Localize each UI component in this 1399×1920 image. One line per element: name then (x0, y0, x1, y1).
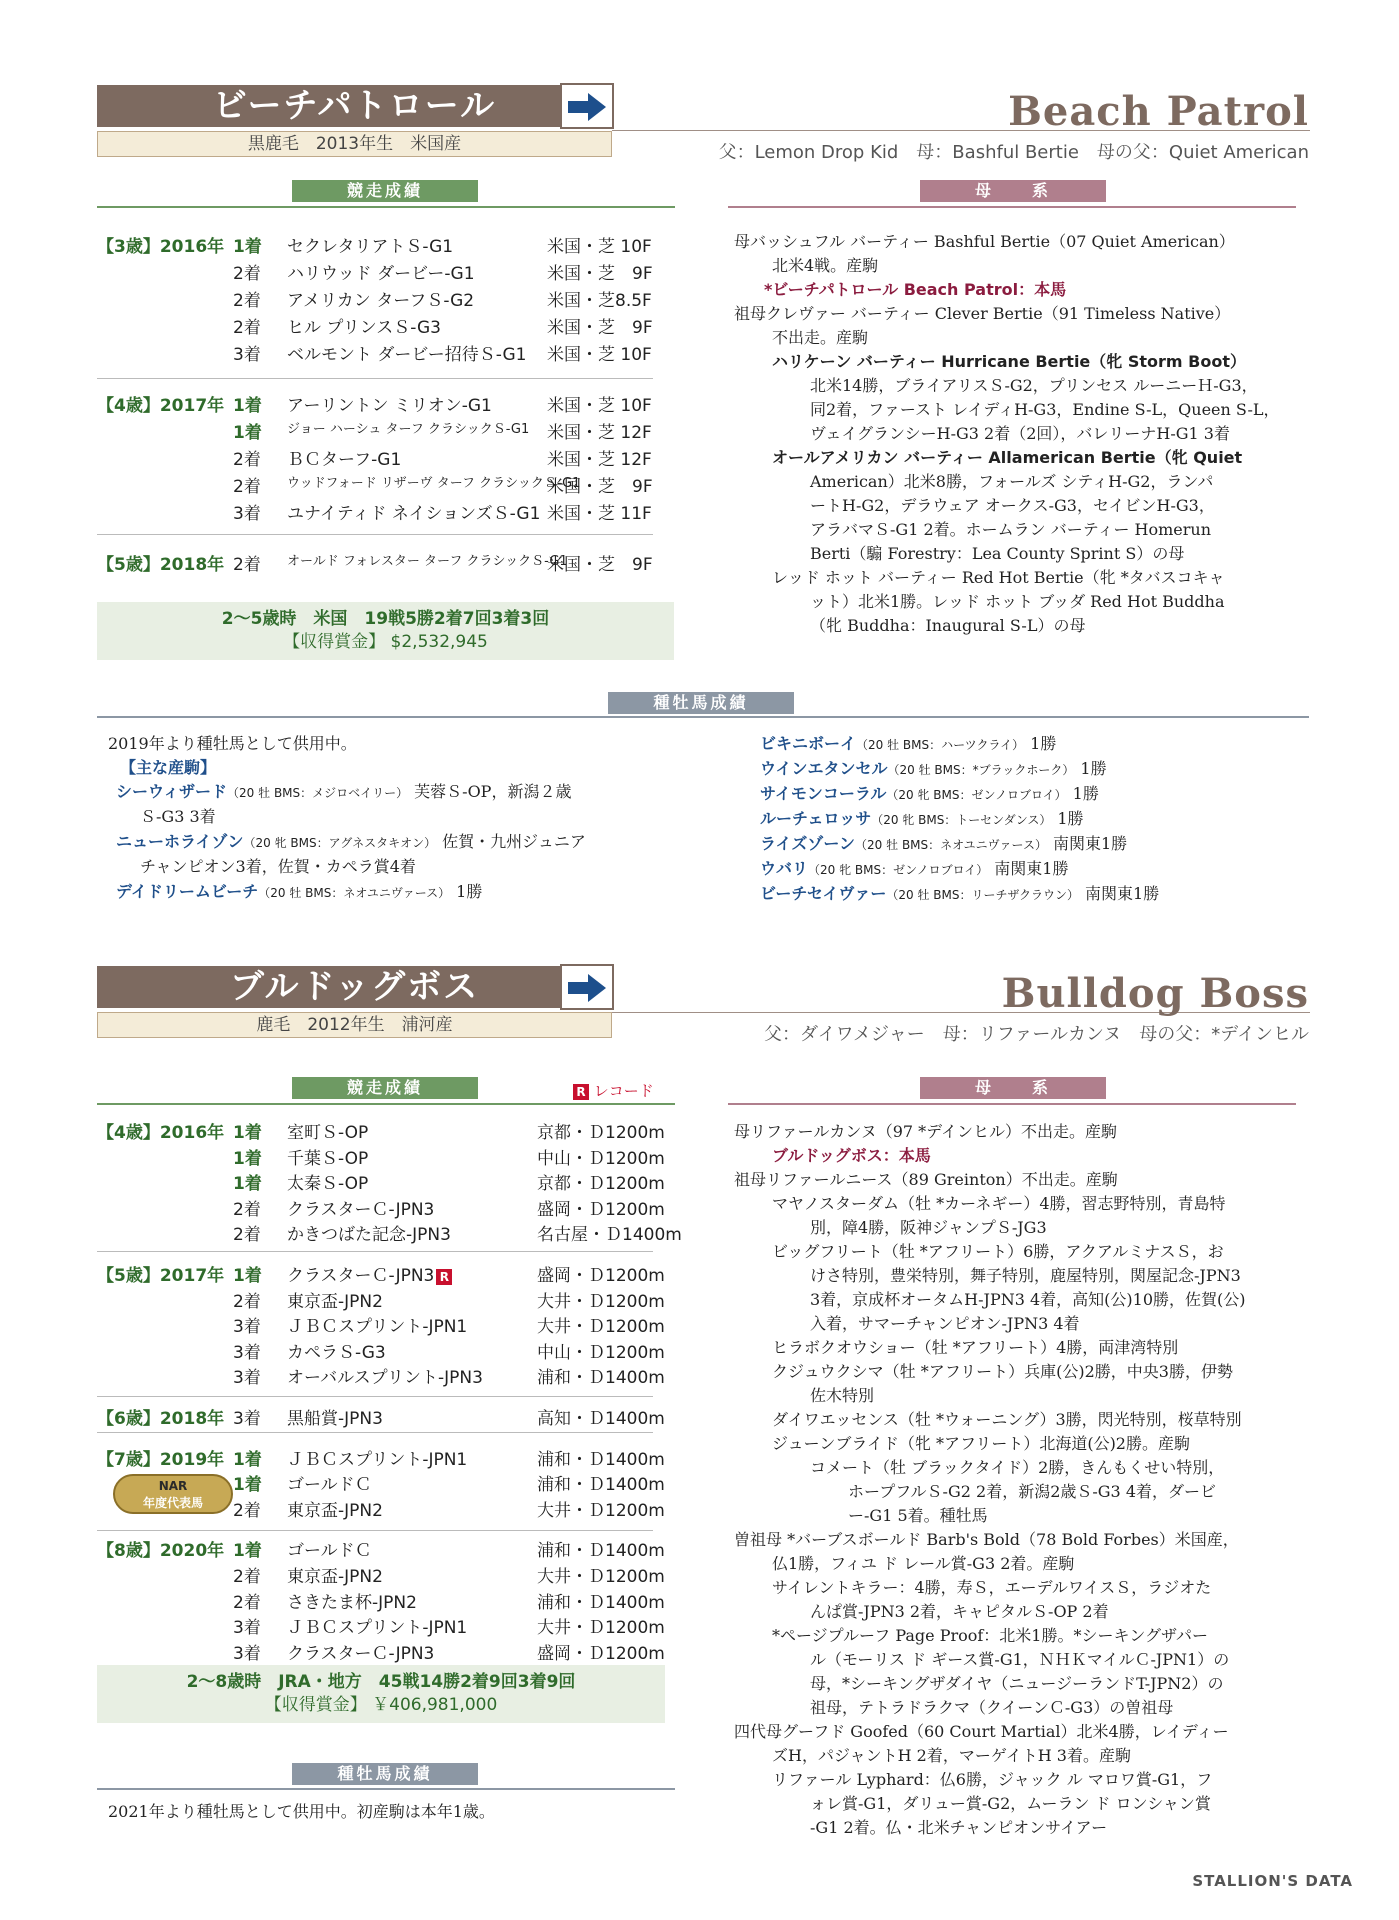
record-badge-icon: R (436, 1269, 452, 1285)
record-race: ユナイティド ネイションズＳ-G1 (287, 504, 541, 524)
horse2-summary (97, 1665, 665, 1723)
family-line: コメート（牡 ブラックタイド）2勝，きんもくせい特別， (810, 1458, 1225, 1477)
family-line: ズH，パジャントH 2着，マーゲイトH 3着。産駒 (772, 1746, 1131, 1765)
race-record-row (97, 1312, 665, 1338)
family-line: んぱ賞-JPN3 2着，キャピタルＳ-OP 2着 (810, 1602, 1109, 1621)
record-race: オーバルスプリント-JPN3 (287, 1368, 483, 1389)
family-line: American）北米8勝，フォールズ シティH-G2，ランパ (810, 472, 1214, 491)
race-record-row (97, 1338, 665, 1364)
race-record-row (97, 1445, 665, 1471)
divider (97, 1396, 653, 1397)
race-record-row (97, 472, 657, 499)
family-line: オールアメリカン バーティー Allamerican Bertie（牝 Quiet (772, 448, 1243, 467)
progeny-name: ビキニボーイ (760, 734, 857, 753)
family-line: ット）北米1勝。レッド ホット ブッダ Red Hot Buddha (810, 592, 1225, 611)
record-venue: 盛岡・Ｄ1200m (537, 1199, 665, 1220)
horse1-subtitle: 黒鹿毛 2013年生 米国産 (97, 131, 612, 157)
record-venue: 米国・芝 12F (547, 450, 652, 470)
record-position: 1着 (233, 1449, 262, 1470)
record-venue: 中山・Ｄ1200m (537, 1148, 665, 1169)
record-race: 太秦Ｓ-OP (287, 1174, 369, 1195)
family-line: サイレントキラー：4勝，寿Ｓ，エーデルワイスＳ，ラジオた (772, 1578, 1212, 1597)
record-race: ＪＢＣスプリント-JPN1 (287, 1317, 468, 1338)
race-record-row (97, 1144, 665, 1170)
family-line: 同2着，ファースト レイディH-G3，Endine S-L，Queen S-L， (810, 400, 1280, 419)
family-line: 入着，サマーチャンピオン-JPN3 4着 (810, 1314, 1080, 1333)
record-race: ベルモント ダービー招待Ｓ-G1 (287, 345, 527, 365)
record-position: 2着 (233, 1592, 261, 1613)
progeny-result: 南関東1勝 (1052, 834, 1128, 853)
horse1-family-header: 母 系 (920, 180, 1106, 202)
record-race: 黒船賞-JPN3 (287, 1409, 383, 1429)
family-line: *ページプルーフ Page Proof：北米1勝。*シーキングザパー (772, 1626, 1209, 1645)
family-line: けさ特別，豊栄特別，舞子特別，鹿屋特別，関屋記念-JPN3 (810, 1266, 1241, 1285)
horse2-name-en: Bulldog Boss (1001, 970, 1309, 1017)
race-record-row (97, 1118, 665, 1144)
progeny-name: ウインエタンセル (760, 759, 888, 778)
stud-rule (97, 1788, 675, 1790)
progeny-item (752, 857, 1312, 882)
progeny-result: 1勝 (1030, 734, 1057, 753)
race-record-row (97, 1261, 665, 1287)
record-venue: 浦和・Ｄ1400m (537, 1541, 665, 1562)
family-line: ヴェイグランシーH-G3 2着（2回），バレリーナH-G1 3着 (810, 424, 1230, 443)
progeny-item (108, 830, 678, 855)
race-record-row (97, 418, 657, 445)
record-position: 2着 (233, 555, 261, 575)
nar-award-badge: NAR 年度代表馬 (113, 1474, 233, 1514)
family-line: （牝 Buddha：Inaugural S-L）の母 (810, 616, 1086, 635)
progeny-result: 芙蓉Ｓ-OP，新潟２歳 (414, 782, 572, 801)
race-record-row (97, 1363, 665, 1389)
summary-earnings: 【収得賞金】 ￥406,981,000 (264, 1695, 498, 1715)
horse1-stud-header: 種牡馬成績 (608, 692, 794, 714)
horse2-record-header: 競走成績 (292, 1077, 478, 1099)
progeny-result: チャンピオン3着，佐賀・カペラ賞4着 (140, 857, 416, 876)
horse1-progeny-left (108, 732, 678, 905)
horse2-name-jp: ブルドッグボス (97, 966, 612, 1008)
race-record-row (97, 1588, 665, 1614)
record-venue: 米国・芝 9F (547, 264, 653, 284)
race-record-row (97, 1220, 682, 1246)
record-position: 1着 (233, 1174, 262, 1195)
progeny-note: （20 牡 BMS：ネオユニヴァース） (258, 886, 451, 900)
horse1-record-header: 競走成績 (292, 180, 478, 202)
race-record-row (97, 1195, 665, 1221)
family-line: マヤノスターダム（牡 *カーネギー）4勝，習志野特別，青島特 (772, 1194, 1226, 1213)
progeny-note: （20 牡 BMS：ハーツクライ） (856, 738, 1025, 752)
record-position: 2着 (233, 1500, 261, 1521)
horse2-stud-intro: 2021年より種牡馬として供用中。初産駒は本年1歳。 (108, 1802, 495, 1821)
race-record-row (97, 445, 657, 472)
family-line: ホープフルＳ-G2 2着，新潟2歳Ｓ-G3 4着，ダービ (848, 1482, 1217, 1501)
record-race: ＪＢＣスプリント-JPN1 (287, 1618, 468, 1639)
family-line: 祖母，テトラドラクマ（クイーンＣ-G3）の曽祖母 (810, 1698, 1174, 1717)
race-record-row (97, 1536, 665, 1562)
progeny-name: ルーチェロッサ (760, 809, 872, 828)
race-record-row (97, 499, 657, 526)
record-position: 3着 (233, 1409, 261, 1429)
family-line: 別，障4勝，阪神ジャンプＳ-JG3 (810, 1218, 1047, 1237)
record-venue: 京都・Ｄ1200m (537, 1174, 665, 1195)
family-line: 北米14勝，ブライアリスＳ-G2，プリンセス ルーニーＨ-G3， (810, 376, 1258, 395)
progeny-note: （20 牝 BMS：アグネスタキオン） (243, 836, 437, 850)
family-line: ダイワエッセンス（牡 *ウォーニング）3勝，閃光特別，桜草特別 (772, 1410, 1242, 1429)
record-race: 室町Ｓ-OP (287, 1123, 369, 1143)
family-line: 仏1勝，フィユ ド レール賞-G3 2着。産駒 (772, 1554, 1075, 1573)
family-line: レッド ホット バーティー Red Hot Bertie（牝 *タバスコキャ (772, 568, 1225, 587)
record-venue: 米国・芝 10F (547, 345, 652, 365)
summary-races: 2～8歳時 JRA・地方 45戦14勝2着9回3着9回 (186, 1672, 576, 1692)
family-line: ル（モーリス ド ギース賞-G1，ＮＨＫマイルＣ-JPN1）の (810, 1650, 1230, 1669)
record-venue: 米国・芝 10F (547, 396, 652, 416)
race-record-row (97, 1639, 665, 1665)
record-venue: 中山・Ｄ1200m (537, 1342, 665, 1363)
record-race: ハリウッド ダービー-G1 (287, 264, 475, 284)
progeny-note: （20 牡 BMS：リーチザクラウン） (886, 888, 1080, 902)
record-venue: 大井・Ｄ1200m (537, 1291, 665, 1312)
family-line: ハリケーン バーティー Hurricane Bertie（牝 Storm Boot） (772, 352, 1246, 371)
progeny-note: （20 牝 BMS：ゼンノロブロイ） (808, 863, 989, 877)
race-record-row (97, 1404, 665, 1430)
record-venue: 米国・芝8.5F (547, 291, 652, 311)
progeny-item (752, 832, 1312, 857)
record-badge-icon: R (573, 1084, 589, 1100)
record-year: 【5歳】2018年 (97, 555, 225, 575)
record-position: 1着 (233, 396, 262, 416)
divider (97, 1530, 653, 1531)
family-line: 母，*シーキングザダイヤ（ニュージーランドT-JPN2）の (810, 1674, 1224, 1693)
race-record-row (97, 286, 657, 313)
family-line: 四代母グーフド Goofed（60 Court Martial）北米4勝，レイディー (734, 1722, 1229, 1741)
progeny-note: （20 牝 BMS：ゼンノロブロイ） (886, 788, 1067, 802)
horse1-pedigree: 父：Lemon Drop Kid 母：Bashful Bertie 母の父：Quiet American (718, 142, 1309, 163)
record-position: 2着 (233, 318, 261, 338)
stud-main-label: 【主な産駒】 (120, 758, 217, 777)
record-race: セクレタリアトＳ-G1 (287, 237, 454, 257)
record-position: 3着 (233, 1342, 261, 1363)
family-rule (728, 206, 1296, 208)
race-record-row (97, 1562, 665, 1588)
family-line: 母バッシュフル バーティー Bashful Bertie（07 Quiet American） (734, 232, 1235, 251)
record-position: 2着 (233, 1225, 261, 1246)
record-race: ゴールドＣ (287, 1475, 372, 1496)
progeny-item (108, 855, 678, 880)
record-venue: 浦和・Ｄ1400m (537, 1475, 665, 1496)
record-position: 1着 (233, 1541, 262, 1562)
record-position: 1着 (233, 237, 262, 257)
record-position: 1着 (233, 1148, 262, 1169)
record-position: 2着 (233, 1291, 261, 1312)
record-year: 【4歳】2016年 (97, 1123, 225, 1143)
record-venue: 京都・Ｄ1200m (537, 1123, 665, 1143)
record-race: ＢＣターフ-G1 (287, 450, 402, 470)
horse2-pedigree: 父：ダイワメジャー 母：リファールカンヌ 母の父：*デインヒル (763, 1024, 1309, 1045)
family-line: 不出走。産駒 (772, 328, 869, 347)
progeny-item (108, 880, 678, 905)
record-race: クラスターＣ-JPN3 R (287, 1261, 452, 1286)
horse1-name-en: Beach Patrol (1008, 88, 1309, 135)
horse1-summary (97, 602, 674, 660)
horse2-family-header: 母 系 (920, 1077, 1106, 1099)
record-venue: 米国・芝 9F (547, 555, 653, 575)
record-year: 【3歳】2016年 (97, 237, 225, 257)
record-race: さきたま杯-JPN2 (287, 1592, 417, 1613)
family-line: ートH-G2，デラウェア オークス-G3，セイビンH-G3， (810, 496, 1215, 515)
race-record-row (97, 232, 657, 259)
record-position: 2着 (233, 477, 261, 497)
progeny-name: ウバリ (760, 859, 809, 878)
progeny-item (752, 757, 1312, 782)
race-record-row (97, 1613, 665, 1639)
family-line: ー-G1 5着。種牡馬 (848, 1506, 988, 1525)
race-record-row (97, 1287, 665, 1313)
record-venue: 浦和・Ｄ1400m (537, 1592, 665, 1613)
family-line: アラバマＳ-G1 2着。ホームラン バーティー Homerun (810, 520, 1212, 539)
record-venue: 大井・Ｄ1200m (537, 1317, 665, 1338)
record-race: かきつばた記念-JPN3 (287, 1225, 451, 1246)
horse1-name-jp: ビーチパトロール (97, 85, 612, 127)
record-position: 1着 (233, 423, 262, 443)
record-venue: 浦和・Ｄ1400m (537, 1368, 665, 1389)
family-line: 佐木特別 (810, 1386, 875, 1405)
family-line: ビッグフリート（牡 *アフリート）6勝，アクアルミナスＳ，お (772, 1242, 1224, 1261)
record-position: 3着 (233, 504, 261, 524)
progeny-name: サイモンコーラル (760, 784, 887, 803)
record-position: 1着 (233, 1266, 262, 1286)
race-record-row (97, 1169, 665, 1195)
record-position: 3着 (233, 1643, 261, 1664)
record-race: ウッドフォード リザーヴ ターフ クラシックＳ-G1 (287, 476, 581, 491)
progeny-note: （20 牡 BMS：メジロベイリー） (227, 786, 409, 800)
record-position: 2着 (233, 450, 261, 470)
divider (97, 1432, 653, 1433)
record-year: 【6歳】2018年 (97, 1409, 225, 1429)
record-position: 2着 (233, 1567, 261, 1587)
record-race: クラスターＣ-JPN3 (287, 1199, 435, 1220)
progeny-item (108, 805, 678, 830)
family-line: ヒラボクオウショー（牡 *アフリート）4勝，両津湾特別 (772, 1338, 1179, 1357)
record-legend (573, 1080, 654, 1101)
progeny-note: （20 牡 BMS：ネオユニヴァース） (855, 838, 1047, 852)
record-race: ゴールドＣ (287, 1541, 372, 1562)
record-position: 1着 (233, 1475, 262, 1496)
record-venue: 盛岡・Ｄ1200m (537, 1266, 665, 1286)
horse2-stud-header: 種牡馬成績 (292, 1763, 478, 1785)
record-venue: 大井・Ｄ1200m (537, 1567, 665, 1587)
horse2-family (734, 1120, 1294, 1840)
progeny-result: 南関東1勝 (1085, 884, 1160, 903)
record-year: 【7歳】2019年 (97, 1449, 225, 1470)
record-venue: 米国・芝 12F (547, 423, 652, 443)
record-race: ＪＢＣスプリント-JPN1 (287, 1449, 468, 1470)
record-venue: 米国・芝 9F (547, 318, 653, 338)
progeny-result: 佐賀・九州ジュニア (442, 832, 586, 851)
divider (97, 378, 653, 379)
progeny-note: （20 牝 BMS：トーセンダンス） (871, 813, 1052, 827)
progeny-name: シーウィザード (116, 782, 228, 801)
progeny-result: Ｓ-G3 3着 (140, 807, 216, 826)
record-position: 3着 (233, 345, 261, 365)
race-record-row (97, 550, 657, 577)
family-line: ジューンブライド（牝 *アフリート）北海道(公)2勝。産駒 (772, 1434, 1190, 1453)
family-line: 祖母リファールニース（89 Greinton）不出走。産駒 (734, 1170, 1118, 1189)
progeny-item (752, 882, 1312, 907)
arrow-right-icon (560, 83, 614, 129)
family-line: 北米4戦。産駒 (772, 256, 879, 275)
family-line: 祖母クレヴァー バーティー Clever Bertie（91 Timeless Native） (734, 304, 1231, 323)
record-race: 東京盃-JPN2 (287, 1567, 383, 1587)
record-venue: 米国・芝 11F (547, 504, 652, 524)
horse1-family (734, 230, 1294, 638)
record-position: 2着 (233, 1199, 261, 1220)
record-position: 1着 (233, 1123, 262, 1143)
family-line: クジュウクシマ（牡 *アフリート）兵庫(公)2勝，中央3勝，伊勢 (772, 1362, 1233, 1381)
race-record-row (97, 391, 657, 418)
record-venue: 大井・Ｄ1200m (537, 1500, 665, 1521)
race-record-row (97, 313, 657, 340)
family-line-self: ブルドッグボス：本馬 (772, 1146, 931, 1165)
horse2-subtitle: 鹿毛 2012年生 浦河産 (97, 1012, 612, 1038)
record-year: 【4歳】2017年 (97, 396, 225, 416)
family-line: リファール Lyphard：仏6勝，ジャック ル マロワ賞-G1，フ (772, 1770, 1213, 1789)
record-position: 2着 (233, 291, 261, 311)
progeny-name: ニューホライゾン (116, 832, 244, 851)
record-position: 2着 (233, 264, 261, 284)
family-line-self: *ビーチパトロール Beach Patrol：本馬 (764, 280, 1067, 299)
stud-rule (97, 716, 1309, 718)
summary-earnings: 【収得賞金】 $2,532,945 (283, 632, 488, 652)
race-record-row (97, 259, 657, 286)
family-line: 3着，京成杯オータムH-JPN3 4着，高知(公)10勝，佐賀(公) (810, 1290, 1246, 1309)
record-rule (97, 1103, 675, 1105)
progeny-result: 1勝 (456, 882, 483, 901)
progeny-item (752, 732, 1312, 757)
record-venue: 盛岡・Ｄ1200m (537, 1643, 665, 1664)
record-race: ジョー ハーシュ ターフ クラシックＳ-G1 (287, 422, 530, 437)
footer-label: STALLION'S DATA (1192, 1872, 1353, 1890)
record-race: 東京盃-JPN2 (287, 1500, 383, 1521)
record-position: 3着 (233, 1618, 261, 1639)
progeny-name: デイドリームビーチ (116, 882, 259, 901)
record-race: 千葉Ｓ-OP (287, 1148, 369, 1169)
record-race: ヒル プリンスＳ-G3 (287, 318, 441, 338)
record-venue: 大井・Ｄ1200m (537, 1618, 665, 1639)
record-race: 東京盃-JPN2 (287, 1291, 383, 1312)
progeny-result: 南関東1勝 (994, 859, 1069, 878)
record-year: 【8歳】2020年 (97, 1541, 225, 1562)
record-venue: 名古屋・Ｄ1400m (537, 1225, 682, 1246)
progeny-note: （20 牡 BMS：*ブラックホーク） (887, 763, 1075, 777)
progeny-result: 1勝 (1057, 809, 1084, 828)
record-rule (97, 206, 675, 208)
family-line: Berti（騸 Forestry：Lea County Sprint S）の母 (810, 544, 1185, 563)
family-line: 曽祖母 *バーブスボールド Barb's Bold（78 Bold Forbes）米国産， (734, 1530, 1239, 1549)
arrow-right-icon (560, 964, 614, 1010)
summary-races: 2～5歳時 米国 19戦5勝2着7回3着3回 (221, 609, 550, 629)
record-venue: 高知・Ｄ1400m (537, 1409, 665, 1429)
family-rule (728, 1103, 1296, 1105)
record-position: 3着 (233, 1317, 261, 1338)
record-position: 3着 (233, 1368, 261, 1389)
record-race: アメリカン ターフＳ-G2 (287, 291, 475, 311)
record-venue: 米国・芝 9F (547, 477, 653, 497)
record-venue: 米国・芝 10F (547, 237, 652, 257)
record-race: クラスターＣ-JPN3 (287, 1643, 435, 1664)
stud-intro: 2019年より種牡馬として供用中。 (108, 734, 357, 753)
progeny-item (108, 780, 678, 805)
record-race: オールド フォレスター ターフ クラシックＳ-G1 (287, 554, 568, 569)
progeny-result: 1勝 (1080, 759, 1107, 778)
record-legend-label: レコード (593, 1082, 654, 1100)
progeny-result: 1勝 (1072, 784, 1099, 803)
family-line: 母リファールカンヌ（97 *デインヒル）不出走。産駒 (734, 1122, 1118, 1141)
divider (97, 534, 653, 535)
record-race: カペラＳ-G3 (287, 1342, 386, 1363)
record-race: アーリントン ミリオン-G1 (287, 396, 492, 416)
family-line: -G1 2着。仏・北米チャンピオンサイアー (810, 1818, 1108, 1837)
progeny-name: ライズゾーン (760, 834, 856, 853)
record-year: 【5歳】2017年 (97, 1266, 225, 1286)
progeny-item (752, 782, 1312, 807)
divider (97, 1251, 653, 1252)
record-venue: 浦和・Ｄ1400m (537, 1449, 665, 1470)
horse1-progeny-right (752, 732, 1312, 907)
progeny-name: ビーチセイヴァー (760, 884, 887, 903)
progeny-item (752, 807, 1312, 832)
family-line: ォレ賞-G1，ダリュー賞-G2，ムーラン ド ロンシャン賞 (810, 1794, 1211, 1813)
race-record-row (97, 340, 657, 367)
